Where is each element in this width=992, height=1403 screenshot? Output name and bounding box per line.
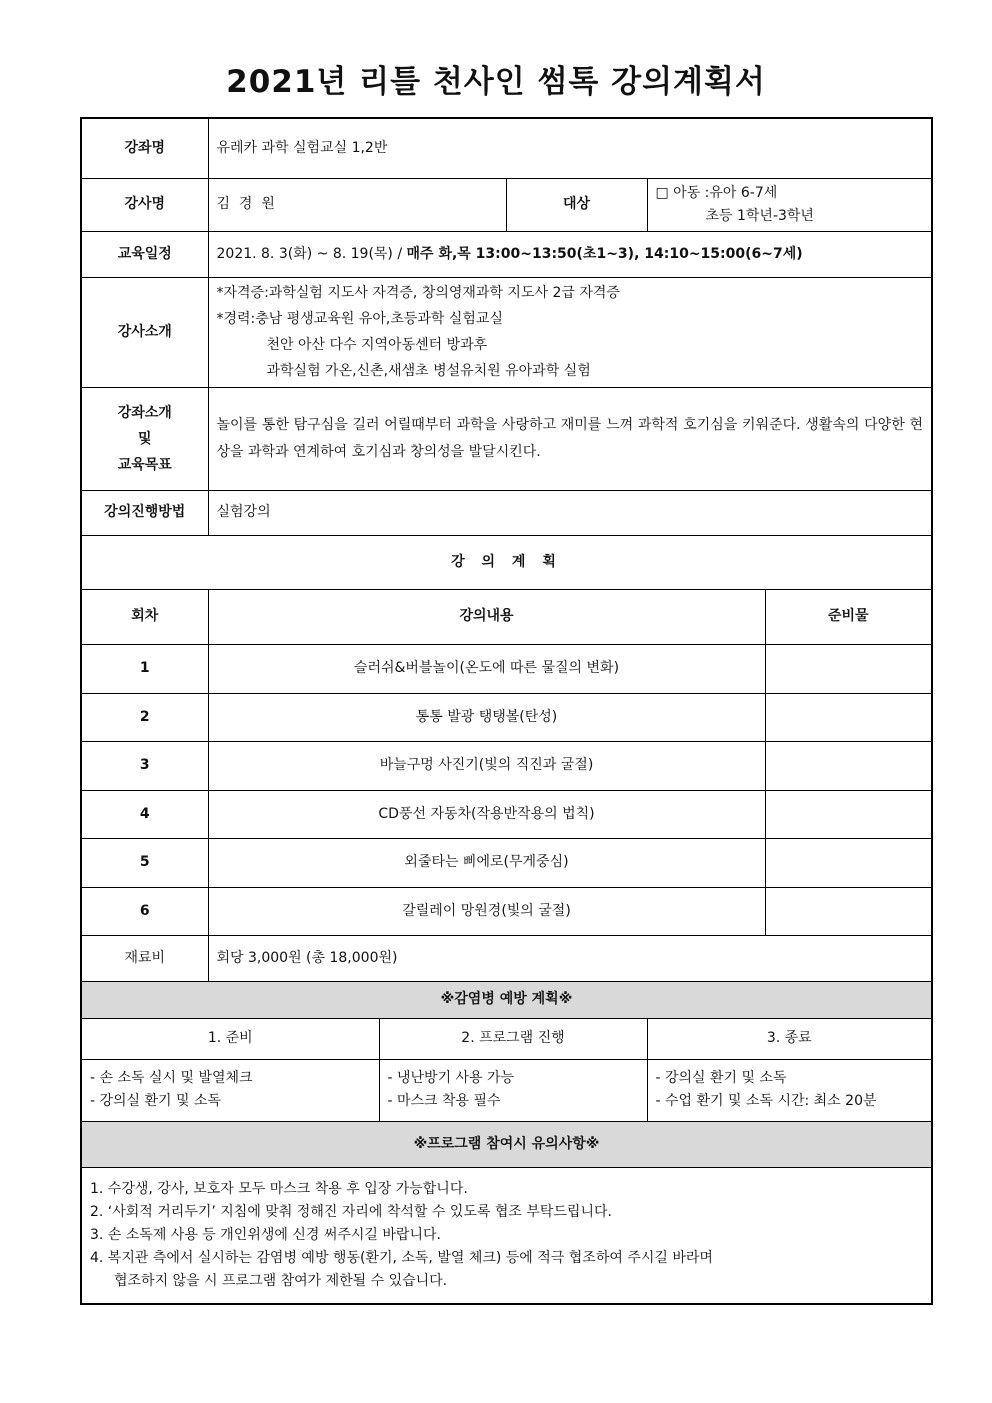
plan-row-no: 4 [81, 790, 208, 838]
plan-row-no: 2 [81, 693, 208, 741]
target-line-1: □ 아동 :유아 6-7세 [655, 185, 778, 202]
instructor-label: 강사명 [81, 178, 208, 231]
fee-label: 재료비 [81, 935, 208, 981]
plan-row [81, 838, 932, 887]
instructor-value: 김 경 원 [208, 178, 506, 231]
fee-value: 회당 3,000원 (총 18,000원) [208, 935, 932, 981]
notice-title: ※프로그램 참여시 유의사항※ [81, 1121, 932, 1167]
plan-row-supplies [765, 887, 932, 935]
target-value [647, 178, 932, 231]
schedule-value [208, 231, 932, 277]
course-label: 강좌명 [81, 118, 208, 178]
plan-row [81, 887, 932, 935]
plan-row-supplies [765, 693, 932, 741]
goals-label-1: 강좌소개 [117, 404, 172, 421]
intro-line-4: 과학실험 가온,신촌,새샘초 병설유치원 유아과학 실험 [266, 363, 591, 379]
notice-items-row [81, 1167, 932, 1304]
plan-title: 강 의 계 획 [451, 553, 562, 570]
notice-item: 1. 수강생, 강사, 보호자 모두 마스크 착용 후 입장 가능합니다. [90, 1180, 468, 1197]
plan-row [81, 693, 932, 741]
plan-row-supplies [765, 644, 932, 693]
prevention-item: - 손 소독 실시 및 발열체크 [90, 1070, 253, 1086]
plan-row-content: 슬러쉬&버블놀이(온도에 따른 물질의 변화) [208, 644, 765, 693]
notice-items [81, 1167, 932, 1304]
intro-line-2: *경력:충남 평생교육원 유아,초등과학 실험교실 [216, 311, 503, 327]
prevention-item: - 냉난방기 사용 가능 [387, 1070, 515, 1086]
intro-row [81, 277, 932, 387]
intro-line-1: *자격증:과학실험 지도사 자격증, 창의영재과학 지도사 2급 자격증 [216, 285, 620, 301]
notice-item: 3. 손 소독제 사용 등 개인위생에 신경 써주시길 바랍니다. [90, 1226, 441, 1243]
method-label: 강의진행방법 [81, 490, 208, 535]
prevention-item: - 수업 환기 및 소독 시간: 최소 20분 [655, 1093, 877, 1109]
method-value: 실험강의 [208, 490, 932, 535]
target-label: 대상 [506, 178, 647, 231]
prevention-items-prepare [81, 1059, 379, 1121]
plan-row-content: 바늘구멍 사진기(빛의 직진과 굴절) [208, 741, 765, 790]
notice-item: 4. 복지관 측에서 실시하는 감염병 예방 행동(환기, 소독, 발열 체크) 등에 적극 협조하여 주시길 바라며 [90, 1249, 713, 1266]
plan-row-supplies [765, 838, 932, 887]
intro-value [208, 277, 932, 387]
plan-row-no: 1 [81, 644, 208, 693]
method-row [81, 490, 932, 535]
plan-row-supplies [765, 741, 932, 790]
fee-row [81, 935, 932, 981]
course-row [81, 118, 932, 178]
plan-title-row [81, 535, 932, 589]
goals-label-2: 및 [137, 430, 152, 447]
target-line-2: 초등 1학년-3학년 [705, 207, 814, 224]
prevention-title-row [81, 981, 932, 1018]
prevention-item: - 강의실 환기 및 소독 [90, 1093, 222, 1109]
prevention-items-row [81, 1059, 932, 1121]
schedule-row [81, 231, 932, 277]
plan-row [81, 790, 932, 838]
prevention-header-end: 3. 종료 [647, 1018, 932, 1059]
goals-label-3: 교육목표 [117, 456, 172, 473]
prevention-title: ※감염병 예방 계획※ [81, 981, 932, 1018]
plan-row [81, 741, 932, 790]
schedule-label: 교육일정 [81, 231, 208, 277]
prevention-items-progress [379, 1059, 647, 1121]
prevention-header-progress: 2. 프로그램 진행 [379, 1018, 647, 1059]
plan-row-supplies [765, 790, 932, 838]
goals-label [81, 387, 208, 490]
instructor-row [81, 178, 932, 231]
plan-row-content: 갈릴레이 망원경(빛의 굴절) [208, 887, 765, 935]
intro-line-3: 천안 아산 다수 지역아동센터 방과후 [266, 337, 488, 353]
goals-value: 놀이를 통한 탐구심을 길러 어릴때부터 과학을 사랑하고 재미를 느껴 과학적 호기심을 키워준다. 생활속의 다양한 현상을 과학과 연계하여 호기심과 창의성을 발달시킨다. [208, 387, 932, 490]
notice-item: 2. ‘사회적 거리두기’ 지침에 맞춰 정해진 자리에 착석할 수 있도록 협조 부탁드립니다. [90, 1203, 612, 1220]
intro-label: 강사소개 [81, 277, 208, 387]
lecture-plan-table [80, 117, 933, 1305]
plan-row-content: CD풍선 자동차(작용반작용의 법칙) [208, 790, 765, 838]
prevention-header-row [81, 1018, 932, 1059]
goals-row [81, 387, 932, 490]
schedule-dates: 2021. 8. 3(화) ~ 8. 19(목) / [216, 245, 407, 262]
course-value: 유레카 과학 실험교실 1,2반 [208, 118, 932, 178]
prevention-item: - 강의실 환기 및 소독 [655, 1070, 787, 1086]
plan-header-row [81, 589, 932, 644]
plan-header-supplies: 준비물 [765, 589, 932, 644]
plan-header-no: 회차 [81, 589, 208, 644]
prevention-items-end [647, 1059, 932, 1121]
notice-item-continuation: 협조하지 않을 시 프로그램 참여가 제한될 수 있습니다. [114, 1272, 448, 1289]
plan-row-no: 6 [81, 887, 208, 935]
prevention-item: - 마스크 착용 필수 [387, 1093, 501, 1109]
notice-title-row [81, 1121, 932, 1167]
plan-header-content: 강의내용 [208, 589, 765, 644]
schedule-times: 매주 화,목 13:00~13:50(초1~3), 14:10~15:00(6~7세) [406, 245, 803, 262]
document-title: 2021년 리틀 천사인 썸톡 강의계획서 [226, 64, 766, 100]
plan-row-content: 외줄타는 삐에로(무게중심) [208, 838, 765, 887]
plan-row-no: 3 [81, 741, 208, 790]
plan-row [81, 644, 932, 693]
plan-row-content: 통통 발광 탱탱볼(탄성) [208, 693, 765, 741]
prevention-header-prepare: 1. 준비 [81, 1018, 379, 1059]
plan-row-no: 5 [81, 838, 208, 887]
